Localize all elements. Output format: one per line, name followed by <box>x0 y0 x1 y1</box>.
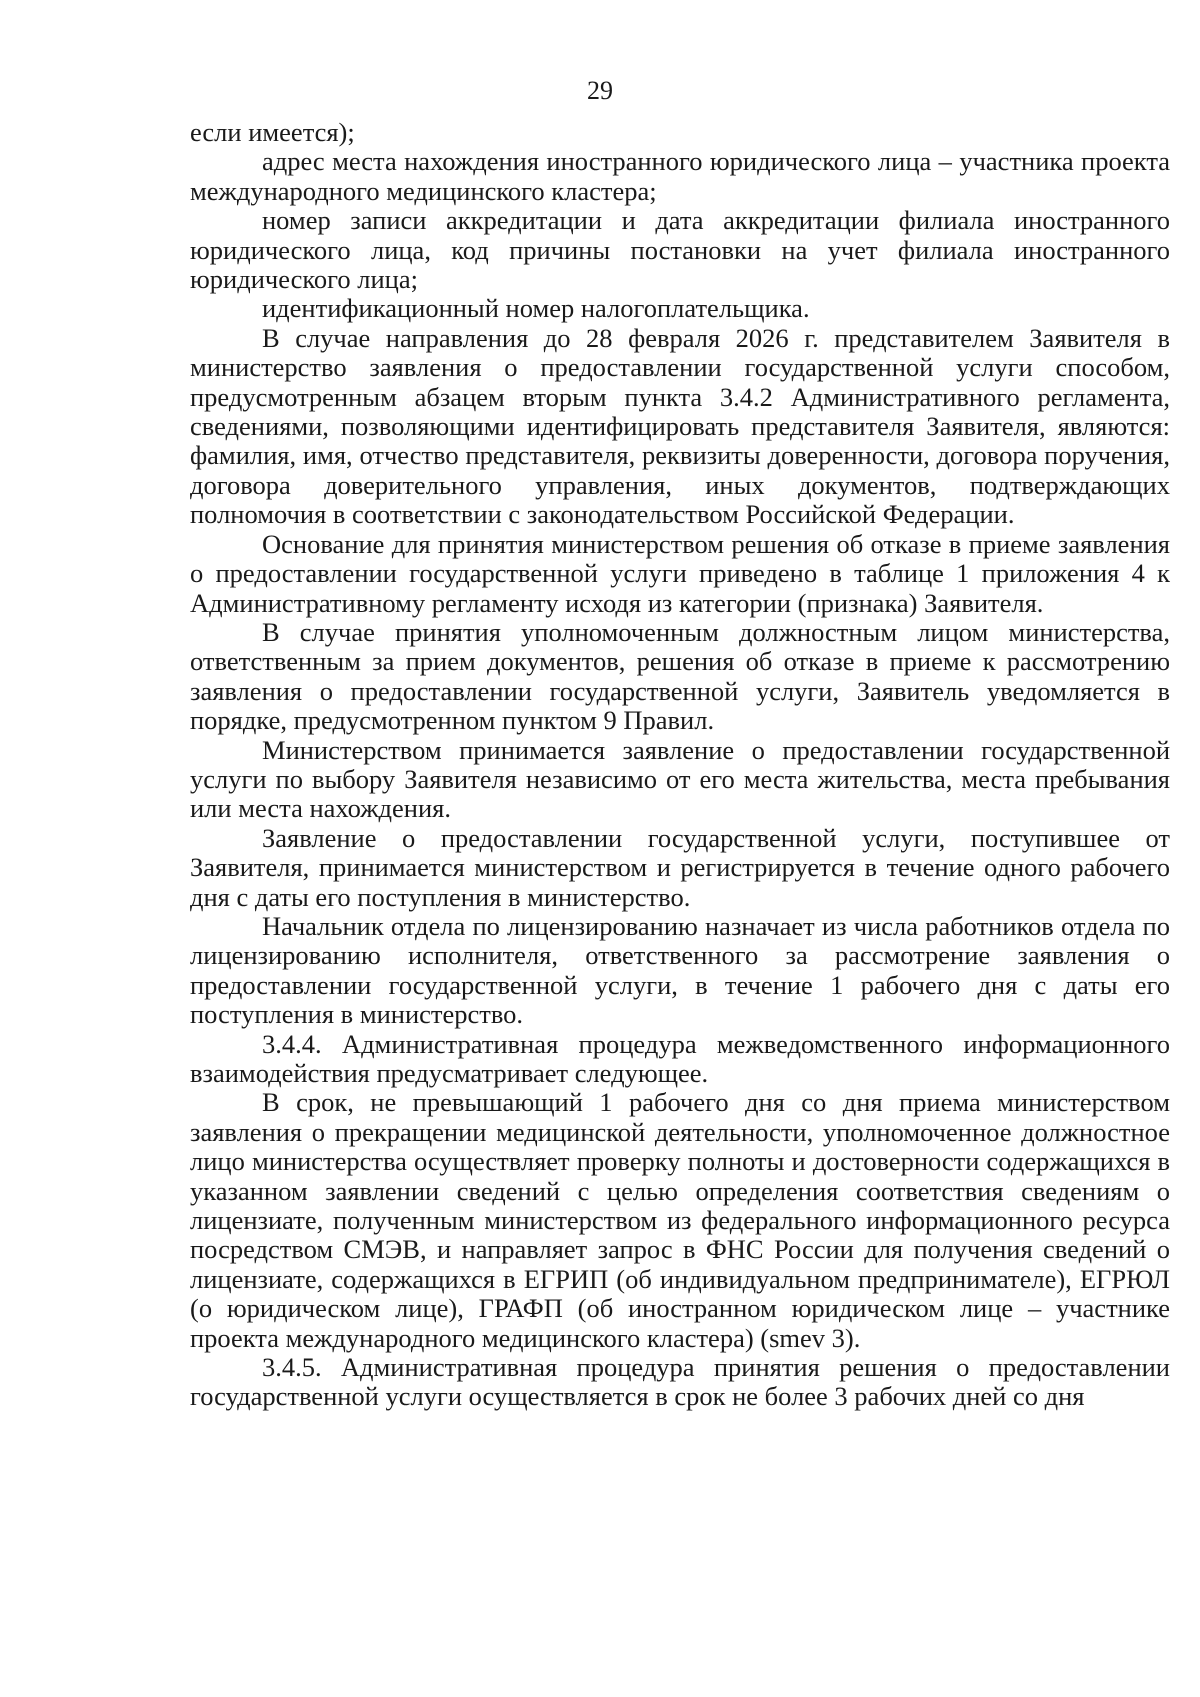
paragraph: В случае направления до 28 февраля 2026 г. представителем Заявителя в министерство заявления о предоставлении государственной услуги способом, предусмотренным абзацем вторым пункта 3.4.2 Административного регламента, сведениями, позволяющими идентифицировать представителя Заявителя, являются: фамилия, имя, отчество представителя, реквизиты доверенности, договора поручения, договора доверительного управления, иных документов, подтверждающих полномочия в соответствии с законодательством Российской Федерации. <box>190 322 1170 530</box>
paragraph: В срок, не превышающий 1 рабочего дня со дня приема министерством заявления о прекращении медицинской деятельности, уполномоченное должностное лицо министерства осуществляет проверку полноты и достоверности содержащихся в указанном заявлении сведений с целью определения соответствия сведениям о лицензиате, полученным министерством из федерального информационного ресурса посредством СМЭВ, и направляет запрос в ФНС России для получения сведений о лицензиате, содержащихся в ЕГРИП (об индивидуальном предпринимателе), ЕГРЮЛ (о юридическом лице), ГРАФП (об иностранном юридическом лице – участнике проекта международного медицинского кластера) (smev 3). <box>190 1087 1170 1353</box>
page-number: 29 <box>587 76 613 105</box>
paragraph: Министерством принимается заявление о предоставлении государственной услуги по выбору Заявителя независимо от его места жительства, места пребывания или места нахождения. <box>190 734 1170 824</box>
paragraph: В случае принятия уполномоченным должностным лицом министерства, ответственным за прием документов, решения об отказе в приеме к рассмотрению заявления о предоставлении государственной услуги, Заявитель уведомляется в порядке, предусмотренном пунктом 9 Правил. <box>190 616 1170 736</box>
paragraph: Заявление о предоставлении государственной услуги, поступившее от Заявителя, принимается министерством и регистрируется в течение одного рабочего дня с даты его поступления в министерство. <box>190 822 1170 912</box>
paragraph: Основание для принятия министерством решения об отказе в приеме заявления о предоставлении государственной услуги приведено в таблице 1 приложения 4 к Административному регламенту исходя из категории (признака) Заявителя. <box>190 528 1170 618</box>
paragraph: Начальник отдела по лицензированию назначает из числа работников отдела по лицензированию исполнителя, ответственного за рассмотрение заявления о предоставлении государственной услуги, в течение 1 рабочего дня с даты его поступления в министерство. <box>190 910 1170 1030</box>
paragraph: идентификационный номер налогоплательщика. <box>262 293 810 324</box>
document-body <box>190 118 1170 1412</box>
paragraph: номер записи аккредитации и дата аккредитации филиала иностранного юридического лица, код причины постановки на учет филиала иностранного юридического лица; <box>190 205 1170 295</box>
paragraph: адрес места нахождения иностранного юридического лица – участника проекта международного медицинского кластера; <box>190 146 1170 206</box>
paragraph: 3.4.4. Административная процедура межведомственного информационного взаимодействия предусматривает следующее. <box>190 1028 1170 1088</box>
paragraph: если имеется); <box>190 117 355 147</box>
paragraph: 3.4.5. Административная процедура принятия решения о предоставлении государственной услуги осуществляется в срок не более 3 рабочих дней со дня <box>190 1352 1170 1412</box>
